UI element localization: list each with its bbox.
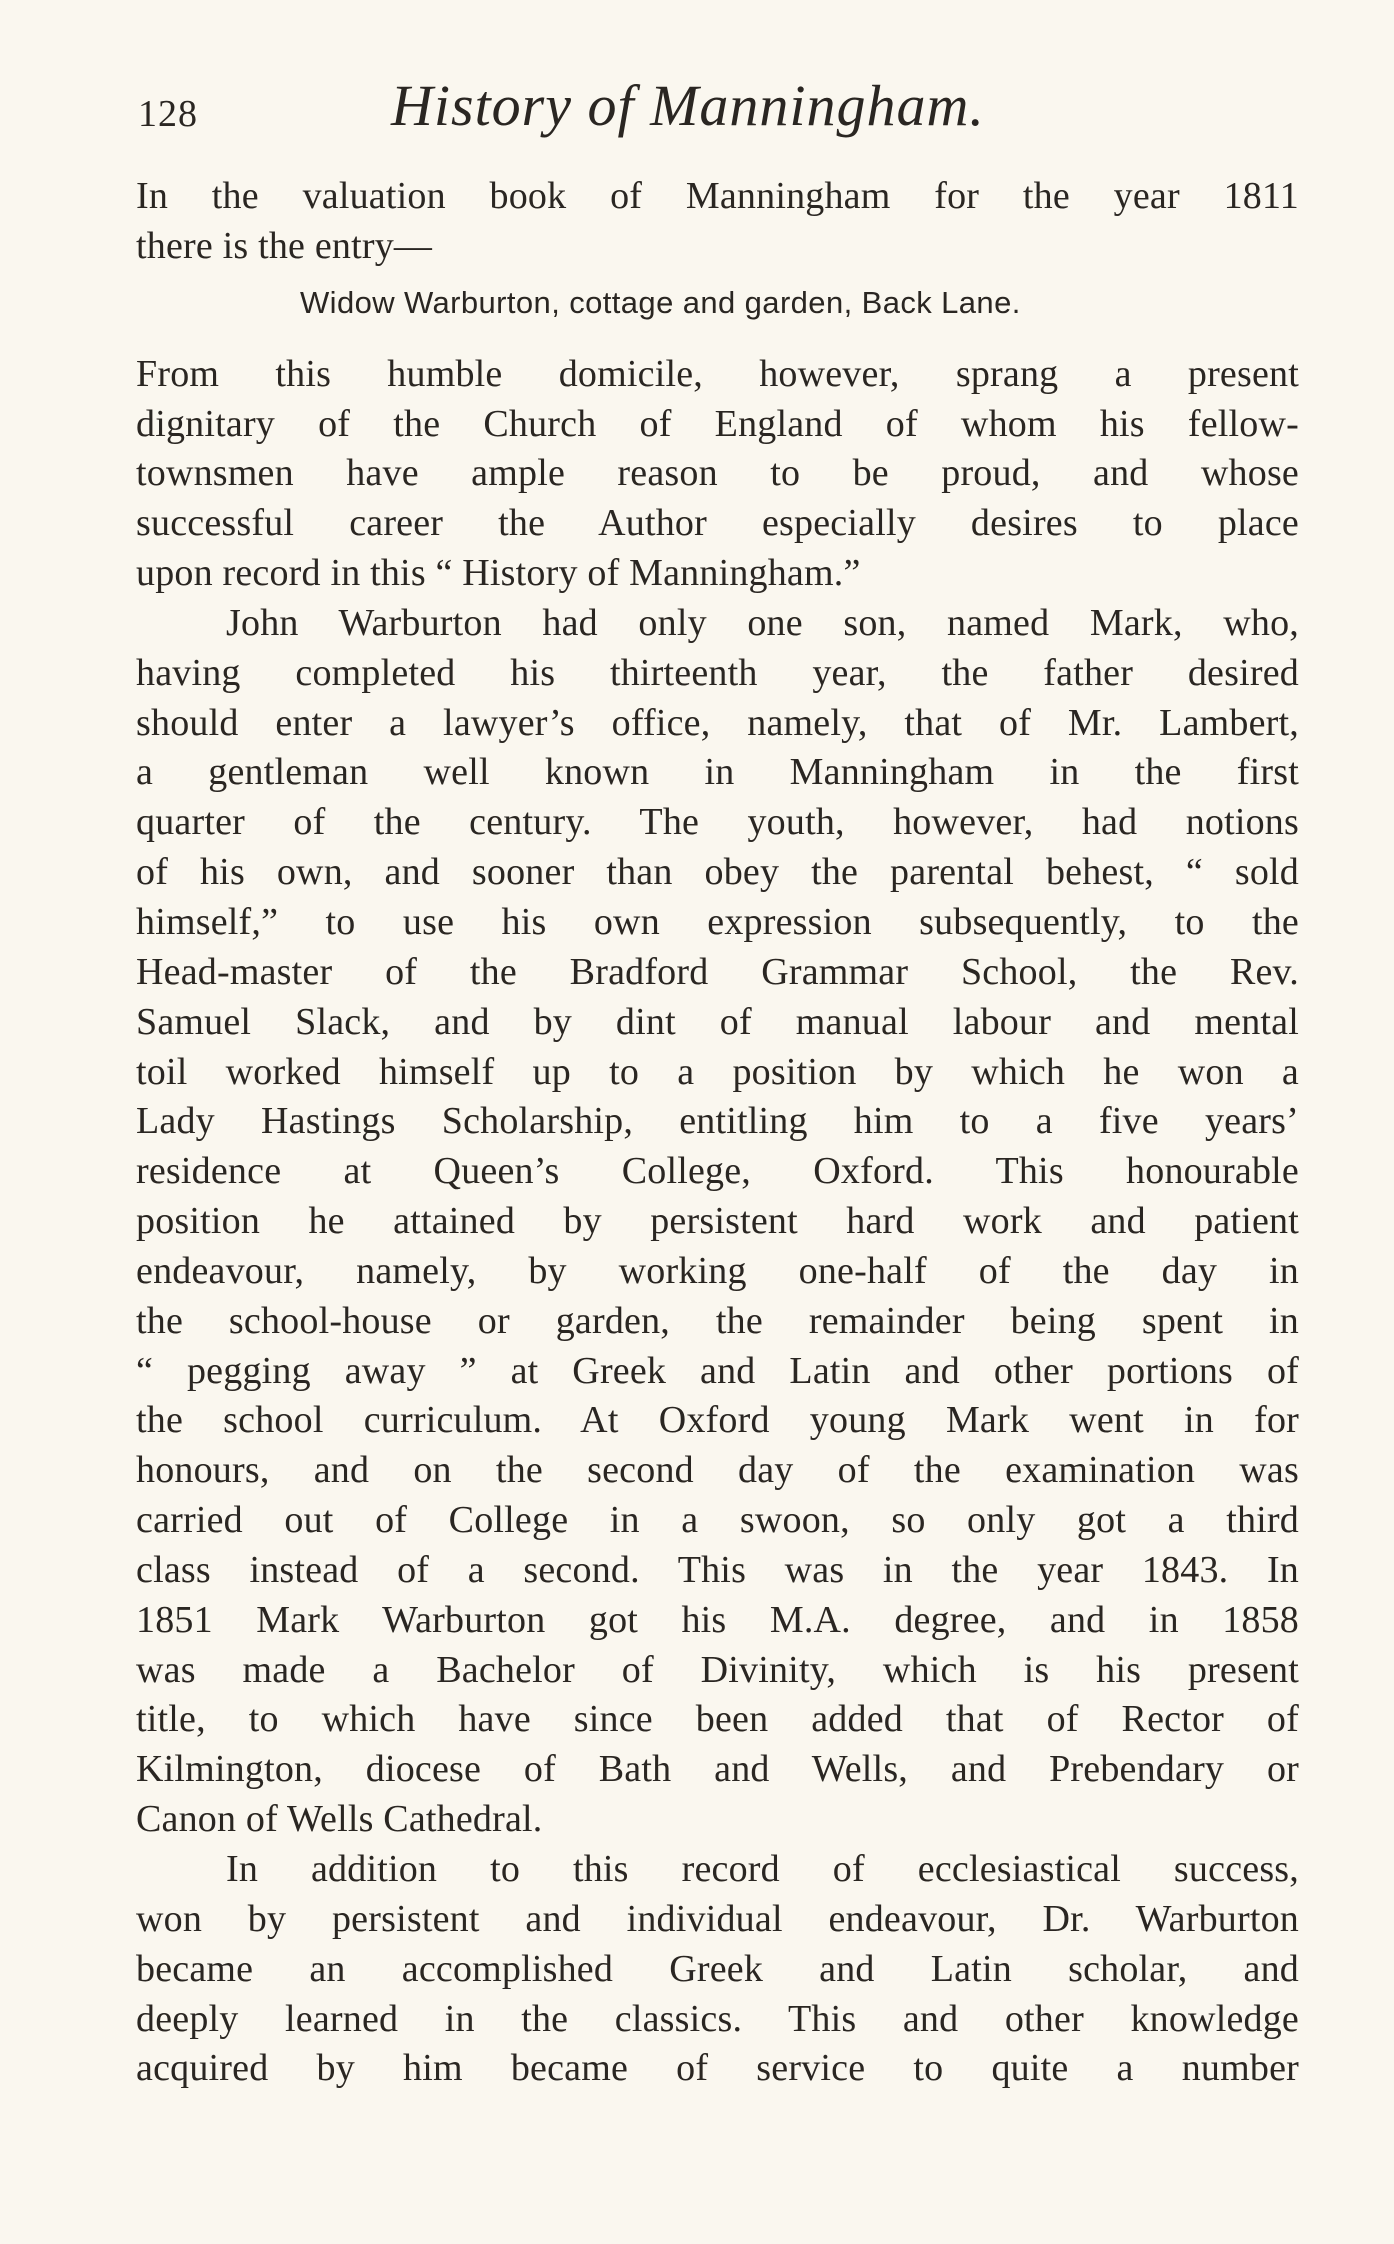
text-line: Head-master of the Bradford Grammar School, the Rev.: [136, 950, 1299, 993]
text-line: Samuel Slack, and by dint of manual labour and mental: [136, 1000, 1299, 1043]
text-line: Lady Hastings Scholarship, entitling him to a five years’: [136, 1100, 1299, 1143]
text-line: endeavour, namely, by working one-half of the day in: [136, 1249, 1299, 1292]
page-number: 128: [138, 93, 198, 135]
text-line: title, to which have since been added that of Rector of: [136, 1698, 1299, 1741]
text-line: In the valuation book of Manningham for the year 1811: [136, 175, 1299, 217]
text-line: having completed his thirteenth year, the father desired: [136, 651, 1299, 694]
text-line: “ pegging away ” at Greek and Latin and other portions of: [136, 1349, 1299, 1392]
running-head: [138, 72, 1298, 162]
block-quote: Widow Warburton, cottage and garden, Back Lane.: [300, 284, 1021, 320]
body-text: [136, 172, 1299, 2094]
text-line: became an accomplished Greek and Latin scholar, and: [136, 1947, 1299, 1990]
text-line: upon record in this “ History of Manningham.”: [136, 552, 861, 595]
text-line: Kilmington, diocese of Bath and Wells, and Prebendary or: [136, 1748, 1299, 1791]
text-line: From this humble domicile, however, sprang a present: [136, 352, 1299, 395]
text-line: carried out of College in a swoon, so only got a third: [136, 1499, 1299, 1542]
text-line: toil worked himself up to a position by which he won a: [136, 1050, 1299, 1093]
text-line: residence at Queen’s College, Oxford. This honourable: [136, 1150, 1299, 1193]
text-line: won by persistent and individual endeavour, Dr. Warburton: [136, 1897, 1299, 1940]
text-line: 1851 Mark Warburton got his M.A. degree, and in 1858: [136, 1598, 1299, 1641]
text-line: In addition to this record of ecclesiastical success,: [226, 1848, 1299, 1890]
text-line: should enter a lawyer’s office, namely, that of Mr. Lambert,: [136, 701, 1299, 744]
paragraph: [136, 350, 1299, 599]
text-line: the school-house or garden, the remainder being spent in: [136, 1299, 1299, 1342]
text-line: quarter of the century. The youth, however, had notions: [136, 801, 1299, 844]
paragraph: [136, 599, 1299, 1845]
text-line: was made a Bachelor of Divinity, which is his present: [136, 1648, 1299, 1691]
text-line: there is the entry—: [136, 224, 433, 267]
text-line: a gentleman well known in Manningham in the first: [136, 751, 1299, 794]
text-line: himself,” to use his own expression subsequently, to the: [136, 900, 1299, 943]
text-line: dignitary of the Church of England of whom his fellow-: [136, 402, 1299, 445]
text-line: position he attained by persistent hard work and patient: [136, 1200, 1299, 1243]
running-title: History of Manningham.: [391, 73, 985, 138]
text-line: acquired by him became of service to quite a number: [136, 2047, 1299, 2090]
text-line: John Warburton had only one son, named Mark, who,: [226, 601, 1299, 644]
text-line: townsmen have ample reason to be proud, and whose: [136, 452, 1299, 495]
paragraph: [136, 1845, 1299, 2094]
text-line: deeply learned in the classics. This and other knowledge: [136, 1997, 1299, 2040]
text-line: class instead of a second. This was in the year 1843. In: [136, 1548, 1299, 1591]
text-line: the school curriculum. At Oxford young Mark went in for: [136, 1399, 1299, 1442]
text-line: Canon of Wells Cathedral.: [136, 1798, 543, 1841]
text-line: of his own, and sooner than obey the parental behest, “ sold: [136, 851, 1299, 894]
text-line: successful career the Author especially desires to place: [136, 502, 1299, 545]
text-line: honours, and on the second day of the examination was: [136, 1449, 1299, 1492]
